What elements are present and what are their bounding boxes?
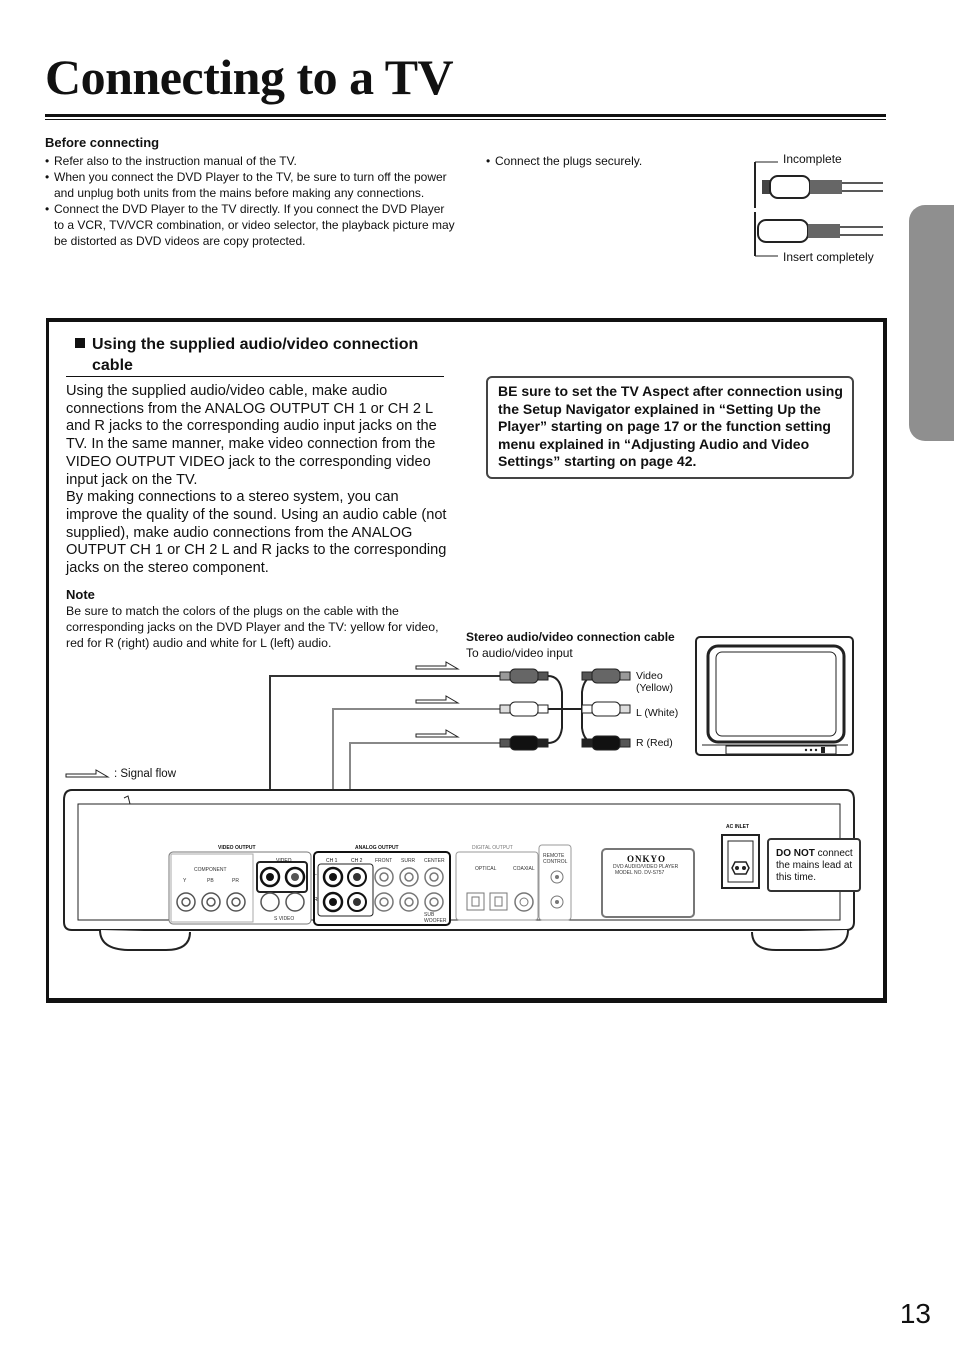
r-channel-label: R bbox=[314, 897, 318, 903]
model-line-2: MODEL NO. DV-S757 bbox=[615, 870, 665, 876]
do-not-bold: DO NOT bbox=[776, 848, 815, 859]
center-label: CENTER bbox=[424, 858, 445, 864]
surr-label: SURR bbox=[401, 858, 416, 864]
s-video-label: S VIDEO bbox=[274, 916, 295, 922]
white-plug-left bbox=[500, 702, 548, 716]
ch2-label: CH 2 bbox=[351, 858, 363, 864]
video-jack-label: VIDEO bbox=[276, 858, 292, 864]
insert-completely-label: Insert completely bbox=[783, 250, 874, 264]
video-output-label: VIDEO OUTPUT bbox=[218, 845, 256, 851]
dvd-rear-panel bbox=[64, 790, 854, 950]
section-title: Using the supplied audio/video connection cable bbox=[92, 336, 419, 374]
before-heading: Before connecting bbox=[45, 135, 160, 150]
digital-output-label: DIGITAL OUTPUT bbox=[472, 845, 513, 851]
onkyo-logo: ONKYO bbox=[627, 854, 667, 864]
analog-output-label: ANALOG OUTPUT bbox=[355, 845, 399, 851]
video-plug-right bbox=[582, 669, 630, 683]
cable-title: Stereo audio/video connection cable bbox=[466, 630, 675, 644]
front-label: FRONT bbox=[375, 858, 393, 864]
coaxial-label: COAXIAL bbox=[513, 866, 535, 872]
signal-flow-legend: : Signal flow bbox=[114, 768, 177, 780]
ac-inlet-label: AC INLET bbox=[726, 824, 750, 830]
page-number: 13 bbox=[899, 1298, 931, 1329]
section-body-paragraph-1: Using the supplied audio/video cable, make audio connections from the ANALOG OUTPUT CH 1 or CH 2 L and R jacks to the corresponding audio input jacks on the TV. In the same manner, make video connection from the VIDEO OUTPUT VIDEO jack to the corresponding video input jack on the TV. bbox=[66, 383, 437, 488]
plug-item: • Connect the plugs securely. bbox=[486, 153, 706, 169]
before-item: • Connect the DVD Player to the TV directly. If you connect the DVD Player to a VCR, TV/VCR combination, or video selector, the playback picture may be distorted as DVD videos are copy protected. bbox=[45, 201, 457, 249]
optical-label: OPTICAL bbox=[475, 866, 497, 872]
page-title: Connecting to a TV bbox=[45, 49, 454, 105]
component-label: COMPONENT bbox=[194, 867, 227, 873]
red-plug-right bbox=[582, 736, 630, 750]
model-line-1: DVD AUDIO/VIDEO PLAYER bbox=[613, 864, 679, 870]
component-jacks bbox=[177, 893, 245, 911]
pr-label: PR bbox=[232, 878, 239, 884]
incomplete-label: Incomplete bbox=[783, 152, 842, 166]
before-item: • When you connect the DVD Player to the TV, be sure to turn off the power and unplug both units from the mains before making any connections. bbox=[45, 169, 457, 201]
l-channel-label: L bbox=[314, 871, 317, 877]
do-not-text: connect the mains lead at this time. bbox=[776, 848, 853, 883]
cable-subtitle: To audio/video input bbox=[466, 646, 573, 660]
do-not-connect-callout bbox=[767, 838, 861, 892]
note-text: Be sure to match the colors of the plugs on the cable with the corresponding jacks on the DVD Player and the TV: yellow for video, red for R (right) audio and white for L (left) audio. bbox=[66, 604, 439, 650]
before-item: • Refer also to the instruction manual of the TV. bbox=[45, 153, 457, 169]
pb-label: PB bbox=[207, 878, 214, 884]
tv-aspect-warning: BE sure to set the TV Aspect after connection using the Setup Navigator explained in “Setting Up the Player” starting on page 17 or the function setting menu explained in “Adjusting Audio and Video Settings” starting on page 42. bbox=[486, 376, 854, 479]
r-red-label: R (Red) bbox=[636, 737, 673, 749]
y-label: Y bbox=[183, 878, 187, 884]
ch1-label: CH 1 bbox=[326, 858, 338, 864]
section-body-paragraph-2: By making connections to a stereo system, you can improve the quality of the sound. Using an audio cable (not supplied), make audio connections from the ANALOG OUTPUT CH 1 or CH 2 L and R jacks to the corresponding jacks on the stereo component. bbox=[66, 489, 447, 577]
l-white-label: L (White) bbox=[636, 707, 679, 719]
signal-flow-arrows bbox=[66, 662, 458, 777]
white-plug-right bbox=[582, 702, 630, 716]
tv-illustration bbox=[696, 637, 853, 755]
subwoofer-label: SUB WOOFER bbox=[424, 912, 447, 924]
video-yellow-label: Video (Yellow) bbox=[636, 670, 673, 694]
remote-control-label: REMOTE CONTROL bbox=[543, 853, 568, 865]
red-plug-left bbox=[500, 736, 548, 750]
note-heading: Note bbox=[66, 587, 95, 602]
video-plug-left bbox=[500, 669, 548, 683]
